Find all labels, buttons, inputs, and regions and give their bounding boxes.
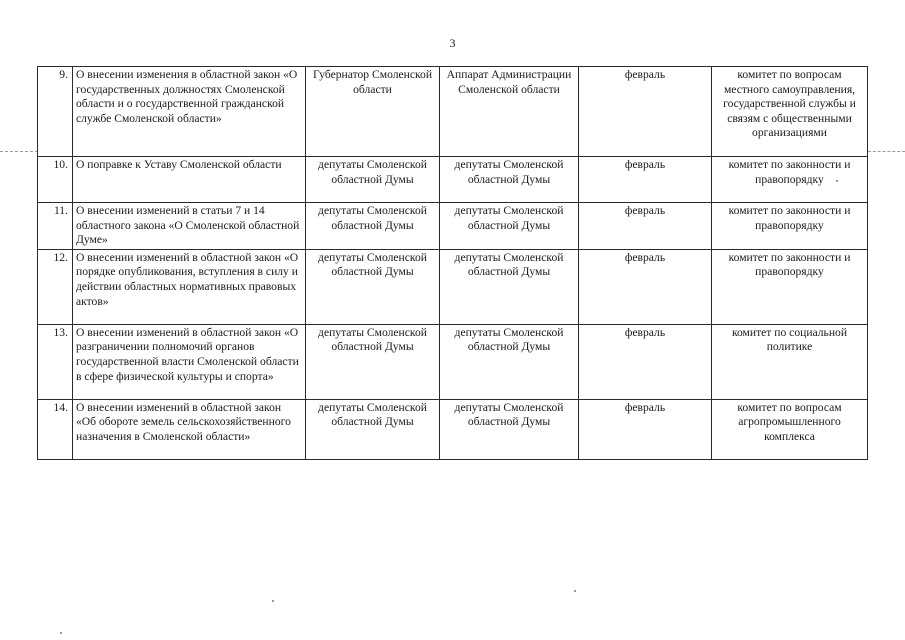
bill-developer: Аппарат Администрации Смоленской области: [440, 67, 579, 157]
bill-term: февраль: [579, 249, 712, 324]
bill-title: О поправке к Уставу Смоленской области: [73, 157, 306, 203]
row-number: 10.: [38, 157, 73, 203]
bill-title: О внесении изменений в областной закон «О разграничении полномочий органов государственной власти Смоленской области в сфере физической культуры и спорта»: [73, 324, 306, 399]
bill-developer: депутаты Смоленской областной Думы: [440, 157, 579, 203]
legislative-plan-table: [37, 66, 868, 460]
responsible-committee: комитет по законности и правопорядку: [712, 157, 868, 203]
table-row: [38, 203, 868, 250]
bill-initiator: Губернатор Смоленской области: [306, 67, 440, 157]
bill-title: О внесении изменений в областной закон «Об обороте земель сельскохозяйственного назначения в Смоленской области»: [73, 399, 306, 459]
bill-term: февраль: [579, 67, 712, 157]
bill-term: февраль: [579, 399, 712, 459]
responsible-committee: комитет по социальной политике: [712, 324, 868, 399]
bill-title: О внесении изменения в областной закон «О государственных должностях Смоленской области и о государственной гражданской службе Смоленской области»: [73, 67, 306, 157]
bill-developer: депутаты Смоленской областной Думы: [440, 249, 579, 324]
bill-initiator: депутаты Смоленской областной Думы: [306, 249, 440, 324]
table-row: [38, 324, 868, 399]
bill-term: февраль: [579, 203, 712, 250]
bill-title: О внесении изменений в статьи 7 и 14 областного закона «О Смоленской областной Думе»: [73, 203, 306, 250]
responsible-committee: комитет по вопросам агропромышленного комплекса: [712, 399, 868, 459]
bill-initiator: депутаты Смоленской областной Думы: [306, 324, 440, 399]
scan-speck: [272, 600, 274, 602]
table-row: [38, 157, 868, 203]
bill-initiator: депутаты Смоленской областной Думы: [306, 157, 440, 203]
fold-line-right: [868, 151, 905, 152]
scan-speck: [60, 632, 62, 634]
bill-term: февраль: [579, 324, 712, 399]
scan-speck: [836, 180, 838, 182]
fold-line-left: [0, 151, 38, 152]
bill-developer: депутаты Смоленской областной Думы: [440, 203, 579, 250]
responsible-committee: комитет по вопросам местного самоуправления, государственной службы и связям с общественными организациями: [712, 67, 868, 157]
bill-developer: депутаты Смоленской областной Думы: [440, 324, 579, 399]
row-number: 12.: [38, 249, 73, 324]
responsible-committee: комитет по законности и правопорядку: [712, 249, 868, 324]
bill-term: февраль: [579, 157, 712, 203]
bill-title: О внесении изменений в областной закон «О порядке опубликования, вступления в силу и действии областных нормативных правовых актов»: [73, 249, 306, 324]
table-row: [38, 67, 868, 157]
bill-developer: депутаты Смоленской областной Думы: [440, 399, 579, 459]
page-number: 3: [449, 36, 456, 50]
scan-speck: [574, 590, 576, 592]
table-row: [38, 399, 868, 459]
row-number: 11.: [38, 203, 73, 250]
row-number: 9.: [38, 67, 73, 157]
table-row: [38, 249, 868, 324]
responsible-committee: комитет по законности и правопорядку: [712, 203, 868, 250]
bill-initiator: депутаты Смоленской областной Думы: [306, 203, 440, 250]
row-number: 13.: [38, 324, 73, 399]
bill-initiator: депутаты Смоленской областной Думы: [306, 399, 440, 459]
row-number: 14.: [38, 399, 73, 459]
